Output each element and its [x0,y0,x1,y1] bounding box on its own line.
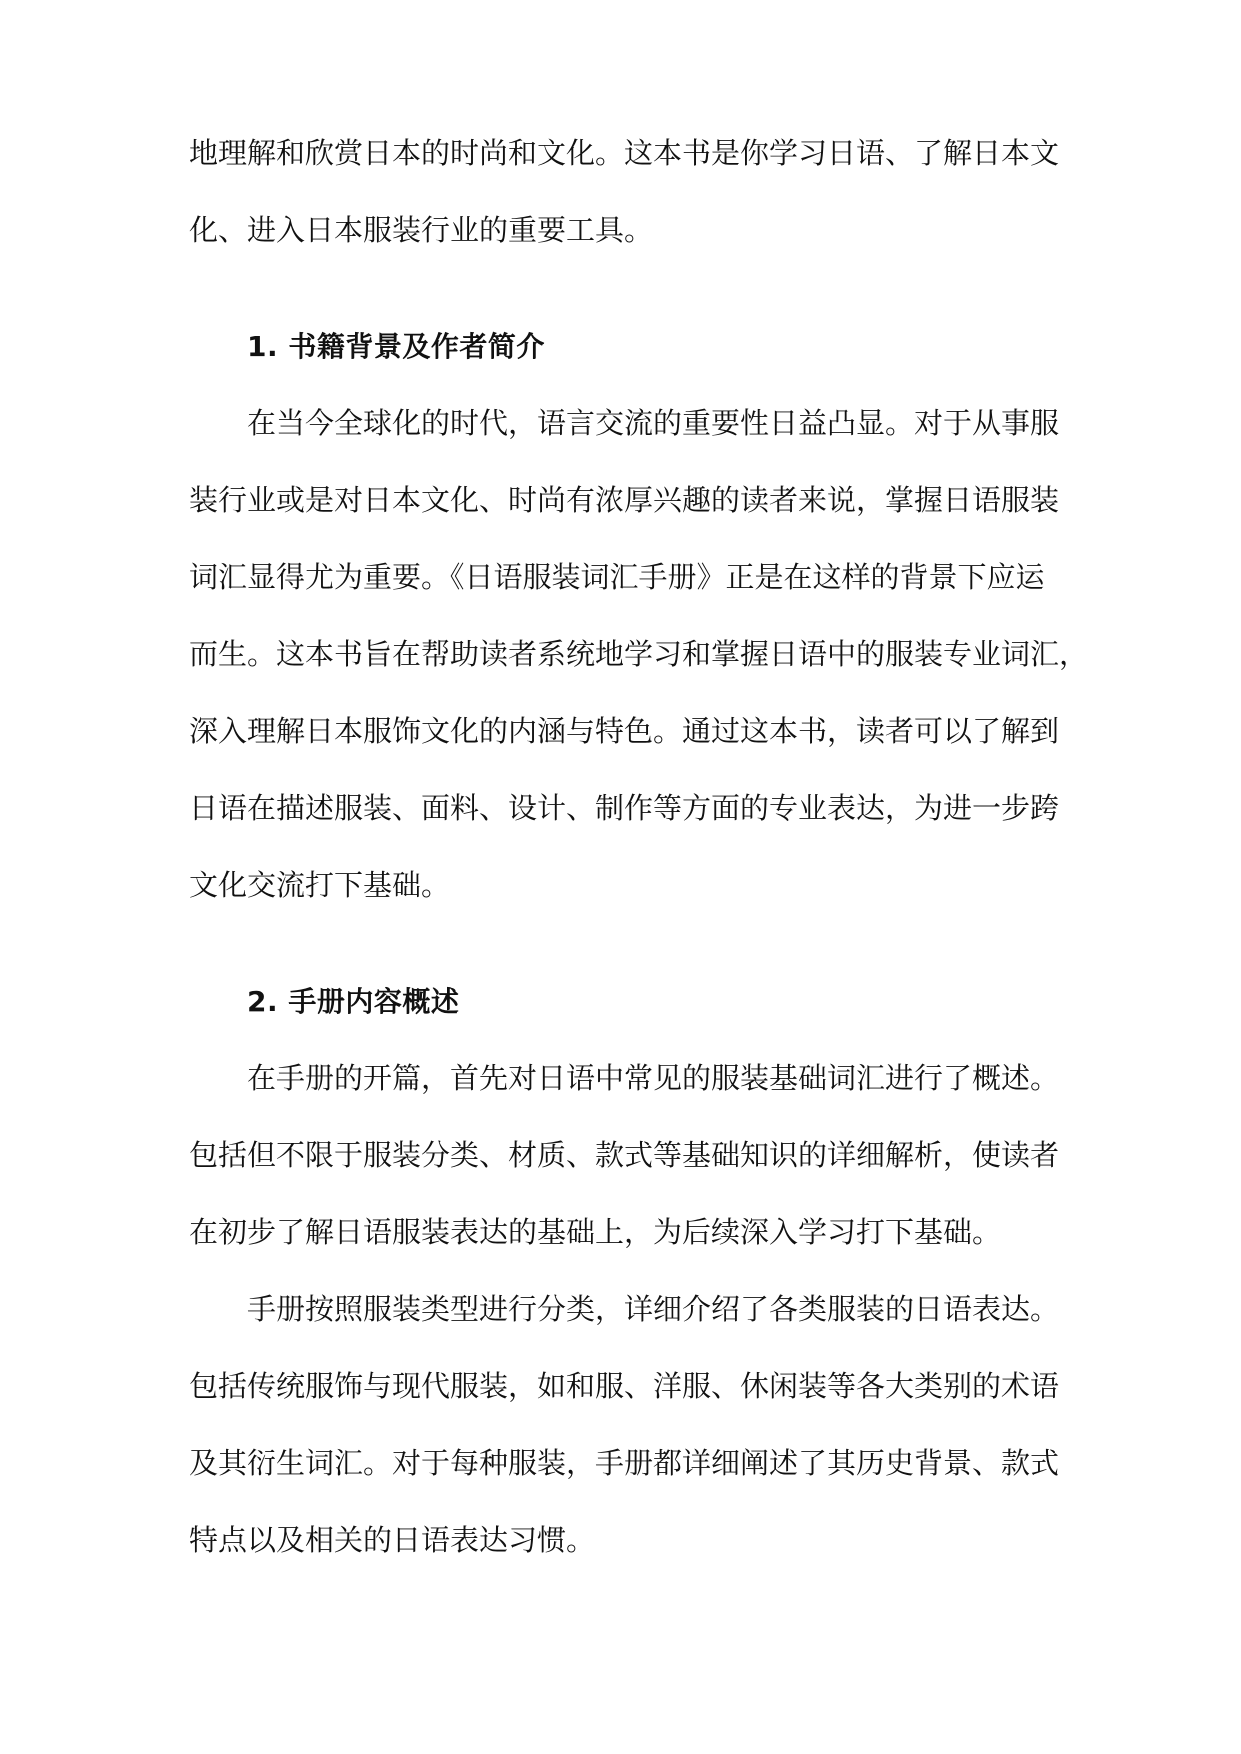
paragraph-line: 特点以及相关的日语表达习惯。 [189,1523,596,1557]
paragraph-line: 在初步了解日语服装表达的基础上，为后续深入学习打下基础。 [189,1215,1002,1249]
paragraph-line: 地理解和欣赏日本的时尚和文化。这本书是你学习日语、了解日本文 [189,136,1060,170]
paragraph-line: 而生。这本书旨在帮助读者系统地学习和掌握日语中的服装专业词汇， [189,637,1089,671]
section-1-paragraph-1 [189,404,1089,905]
paragraph-line: 日语在描述服装、面料、设计、制作等方面的专业表达，为进一步跨 [189,791,1060,825]
paragraph-line: 化、进入日本服装行业的重要工具。 [189,213,654,247]
paragraph-line: 及其衍生词汇。对于每种服装，手册都详细阐述了其历史背景、款式 [189,1446,1060,1480]
section-heading: 2. 手册内容概述 [247,985,460,1018]
paragraph-line: 词汇显得尤为重要。《日语服装词汇手册》正是在这样的背景下应运 [189,560,1045,594]
section-2-paragraph-2 [189,1290,1065,1560]
paragraph-line: 手册按照服装类型进行分类，详细介绍了各类服装的日语表达。 [247,1292,1060,1326]
section-2 [189,982,1065,1560]
paragraph-line: 包括传统服饰与现代服装，如和服、洋服、休闲装等各大类别的术语 [189,1369,1060,1403]
paragraph-line: 在手册的开篇，首先对日语中常见的服装基础词汇进行了概述。 [247,1061,1060,1095]
continued-paragraph [189,134,1065,250]
section-heading: 1. 书籍背景及作者简介 [247,330,545,363]
paragraph-line: 文化交流打下基础。 [189,868,451,902]
section-2-paragraph-1 [189,1059,1065,1252]
paragraph-line: 在当今全球化的时代，语言交流的重要性日益凸显。对于从事服 [247,406,1060,440]
document-content [189,134,1089,1598]
paragraph-line: 包括但不限于服装分类、材质、款式等基础知识的详细解析，使读者 [189,1138,1060,1172]
paragraph-line: 装行业或是对日本文化、时尚有浓厚兴趣的读者来说，掌握日语服装 [189,483,1060,517]
paragraph-line: 深入理解日本服饰文化的内涵与特色。通过这本书，读者可以了解到 [189,714,1060,748]
section-1 [189,327,1089,905]
